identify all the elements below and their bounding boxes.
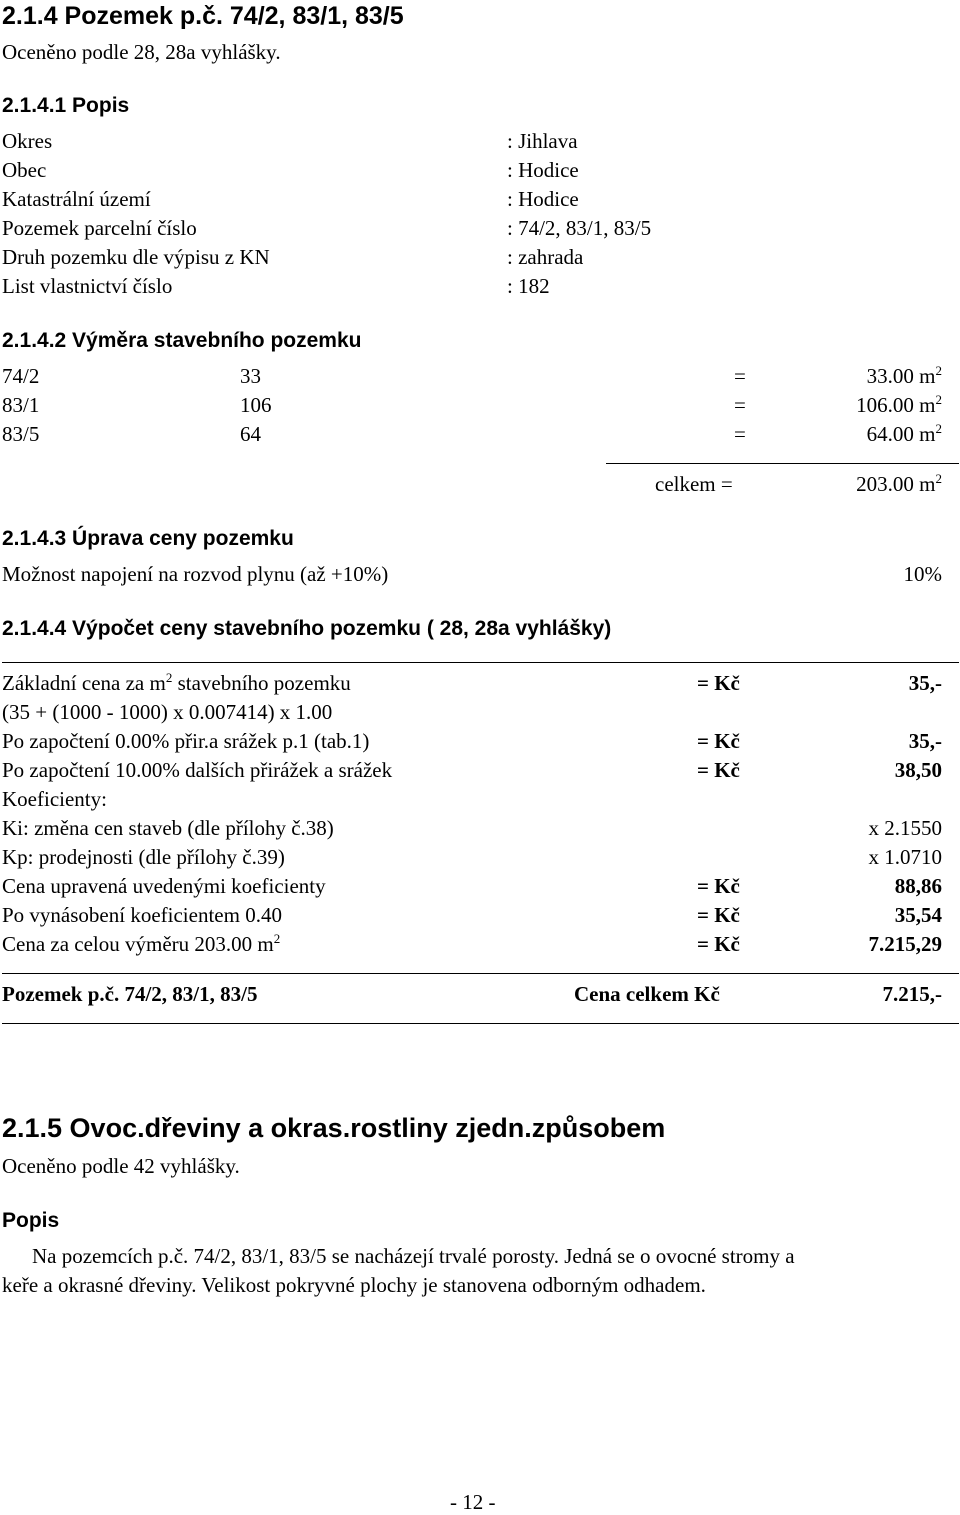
base-price-eq: = Kč	[697, 671, 740, 695]
calc-row-label: Ki: změna cen staveb (dle přílohy č.38)	[2, 816, 334, 840]
vymera-total-value: 203.00 $m^2$	[856, 471, 942, 496]
calc-row-label: Po započtení 10.00% dalších přirážek a srážek	[2, 758, 393, 782]
ovoc-popis-heading: Popis	[2, 1209, 60, 1232]
vymera-area: 33	[240, 364, 261, 388]
calc-row-value: x 1.0710	[868, 845, 942, 869]
popis-value-obec: : Hodice	[507, 158, 579, 182]
popis-label-parcela: Pozemek parcelní číslo	[2, 216, 197, 240]
whole-area-value: 7.215,29	[868, 932, 942, 956]
popis-value-druh: : zahrada	[507, 245, 584, 269]
vymera-eq: =	[734, 393, 746, 417]
ovoc-text-line1: Na pozemcích p.č. 74/2, 83/1, 83/5 se nacházejí trvalé porosty. Jedná se o ovocné stromy a	[32, 1244, 795, 1268]
ovoc-title: 2.1.5 Ovoc.dřeviny a okras.rostliny zjedn.způsobem	[2, 1113, 666, 1143]
section-title: 2.1.4 Pozemek p.č. 74/2, 83/1, 83/5	[2, 2, 404, 30]
calc-row-label: Po započtení 0.00% přir.a srážek p.1 (tab.1)	[2, 729, 370, 753]
calc-row-label: Koeficienty:	[2, 787, 107, 811]
calc-row-label: Po vynásobení koeficientem 0.40	[2, 903, 282, 927]
vymera-area: 106	[240, 393, 272, 417]
whole-area-eq: = Kč	[697, 932, 740, 956]
summary-total-label: Cena celkem Kč	[574, 982, 720, 1006]
popis-label-okres: Okres	[2, 129, 53, 153]
calc-row-label: Cena upravená uvedenými koeficienty	[2, 874, 326, 898]
uprava-label: Možnost napojení na rozvod plynu (až +10%)	[2, 562, 389, 586]
vypocet-heading: 2.1.4.4 Výpočet ceny stavebního pozemku ( 28, 28a vyhlášky)	[2, 617, 612, 640]
popis-value-parcela: : 74/2, 83/1, 83/5	[507, 216, 652, 240]
calc-row-eq: = Kč	[697, 903, 740, 927]
popis-label-ku: Katastrální území	[2, 187, 151, 211]
summary-total-value: 7.215,-	[882, 982, 942, 1006]
calc-row-value: 38,50	[894, 758, 942, 782]
valuation-basis: Oceněno podle 28, 28a vyhlášky.	[2, 40, 281, 64]
popis-value-okres: : Jihlava	[507, 129, 578, 153]
popis-value-lv: : 182	[507, 274, 550, 298]
base-formula: (35 + (1000 - 1000) x 0.007414) x 1.00	[2, 700, 333, 724]
vymera-eq: =	[734, 364, 746, 388]
ovoc-text-line2: keře a okrasné dřeviny. Velikost pokryvné plochy je stanovena odborným odhadem.	[2, 1273, 706, 1297]
calc-row-value: x 2.1550	[868, 816, 942, 840]
calc-row-eq: = Kč	[697, 874, 740, 898]
summary-bottom-rule	[2, 1023, 959, 1024]
vymera-parcel: 74/2	[2, 364, 40, 388]
whole-area-label: Cena za celou výměru 203.00 $m^2$	[2, 931, 281, 956]
summary-label: Pozemek p.č. 74/2, 83/1, 83/5	[2, 982, 258, 1006]
calc-row-value: 35,54	[894, 903, 942, 927]
vypocet-top-rule	[2, 662, 959, 663]
popis-value-ku: : Hodice	[507, 187, 579, 211]
popis-label-druh: Druh pozemku dle výpisu z KN	[2, 245, 270, 269]
vymera-total-label: celkem =	[655, 472, 733, 496]
vymera-area: 64	[240, 422, 261, 446]
uprava-value: 10%	[903, 562, 942, 586]
vymera-value: 33.00 $m^2$	[866, 363, 942, 388]
calc-row-eq: = Kč	[697, 758, 740, 782]
vymera-parcel: 83/5	[2, 422, 40, 446]
calc-row-value: 88,86	[894, 874, 942, 898]
summary-top-rule	[2, 973, 959, 974]
base-price-label: Základní cena za $m^2$ stavebního pozemku	[2, 670, 351, 695]
vymera-parcel: 83/1	[2, 393, 40, 417]
popis-heading: 2.1.4.1 Popis	[2, 94, 130, 117]
popis-label-obec: Obec	[2, 158, 47, 182]
vymera-value: 64.00 $m^2$	[866, 421, 942, 446]
calc-row-label: Kp: prodejnosti (dle přílohy č.39)	[2, 845, 285, 869]
uprava-heading: 2.1.4.3 Úprava ceny pozemku	[2, 527, 294, 550]
popis-label-lv: List vlastnictví číslo	[2, 274, 173, 298]
ovoc-valuation-basis: Oceněno podle 42 vyhlášky.	[2, 1154, 240, 1178]
base-price-value: 35,-	[908, 671, 942, 695]
vymera-value: 106.00 $m^2$	[856, 392, 942, 417]
vymera-eq: =	[734, 422, 746, 446]
calc-row-eq: = Kč	[697, 729, 740, 753]
vymera-heading: 2.1.4.2 Výměra stavebního pozemku	[2, 329, 362, 352]
calc-row-value: 35,-	[908, 729, 942, 753]
page-number: - 12 -	[450, 1490, 496, 1514]
vymera-total-rule	[606, 463, 959, 464]
